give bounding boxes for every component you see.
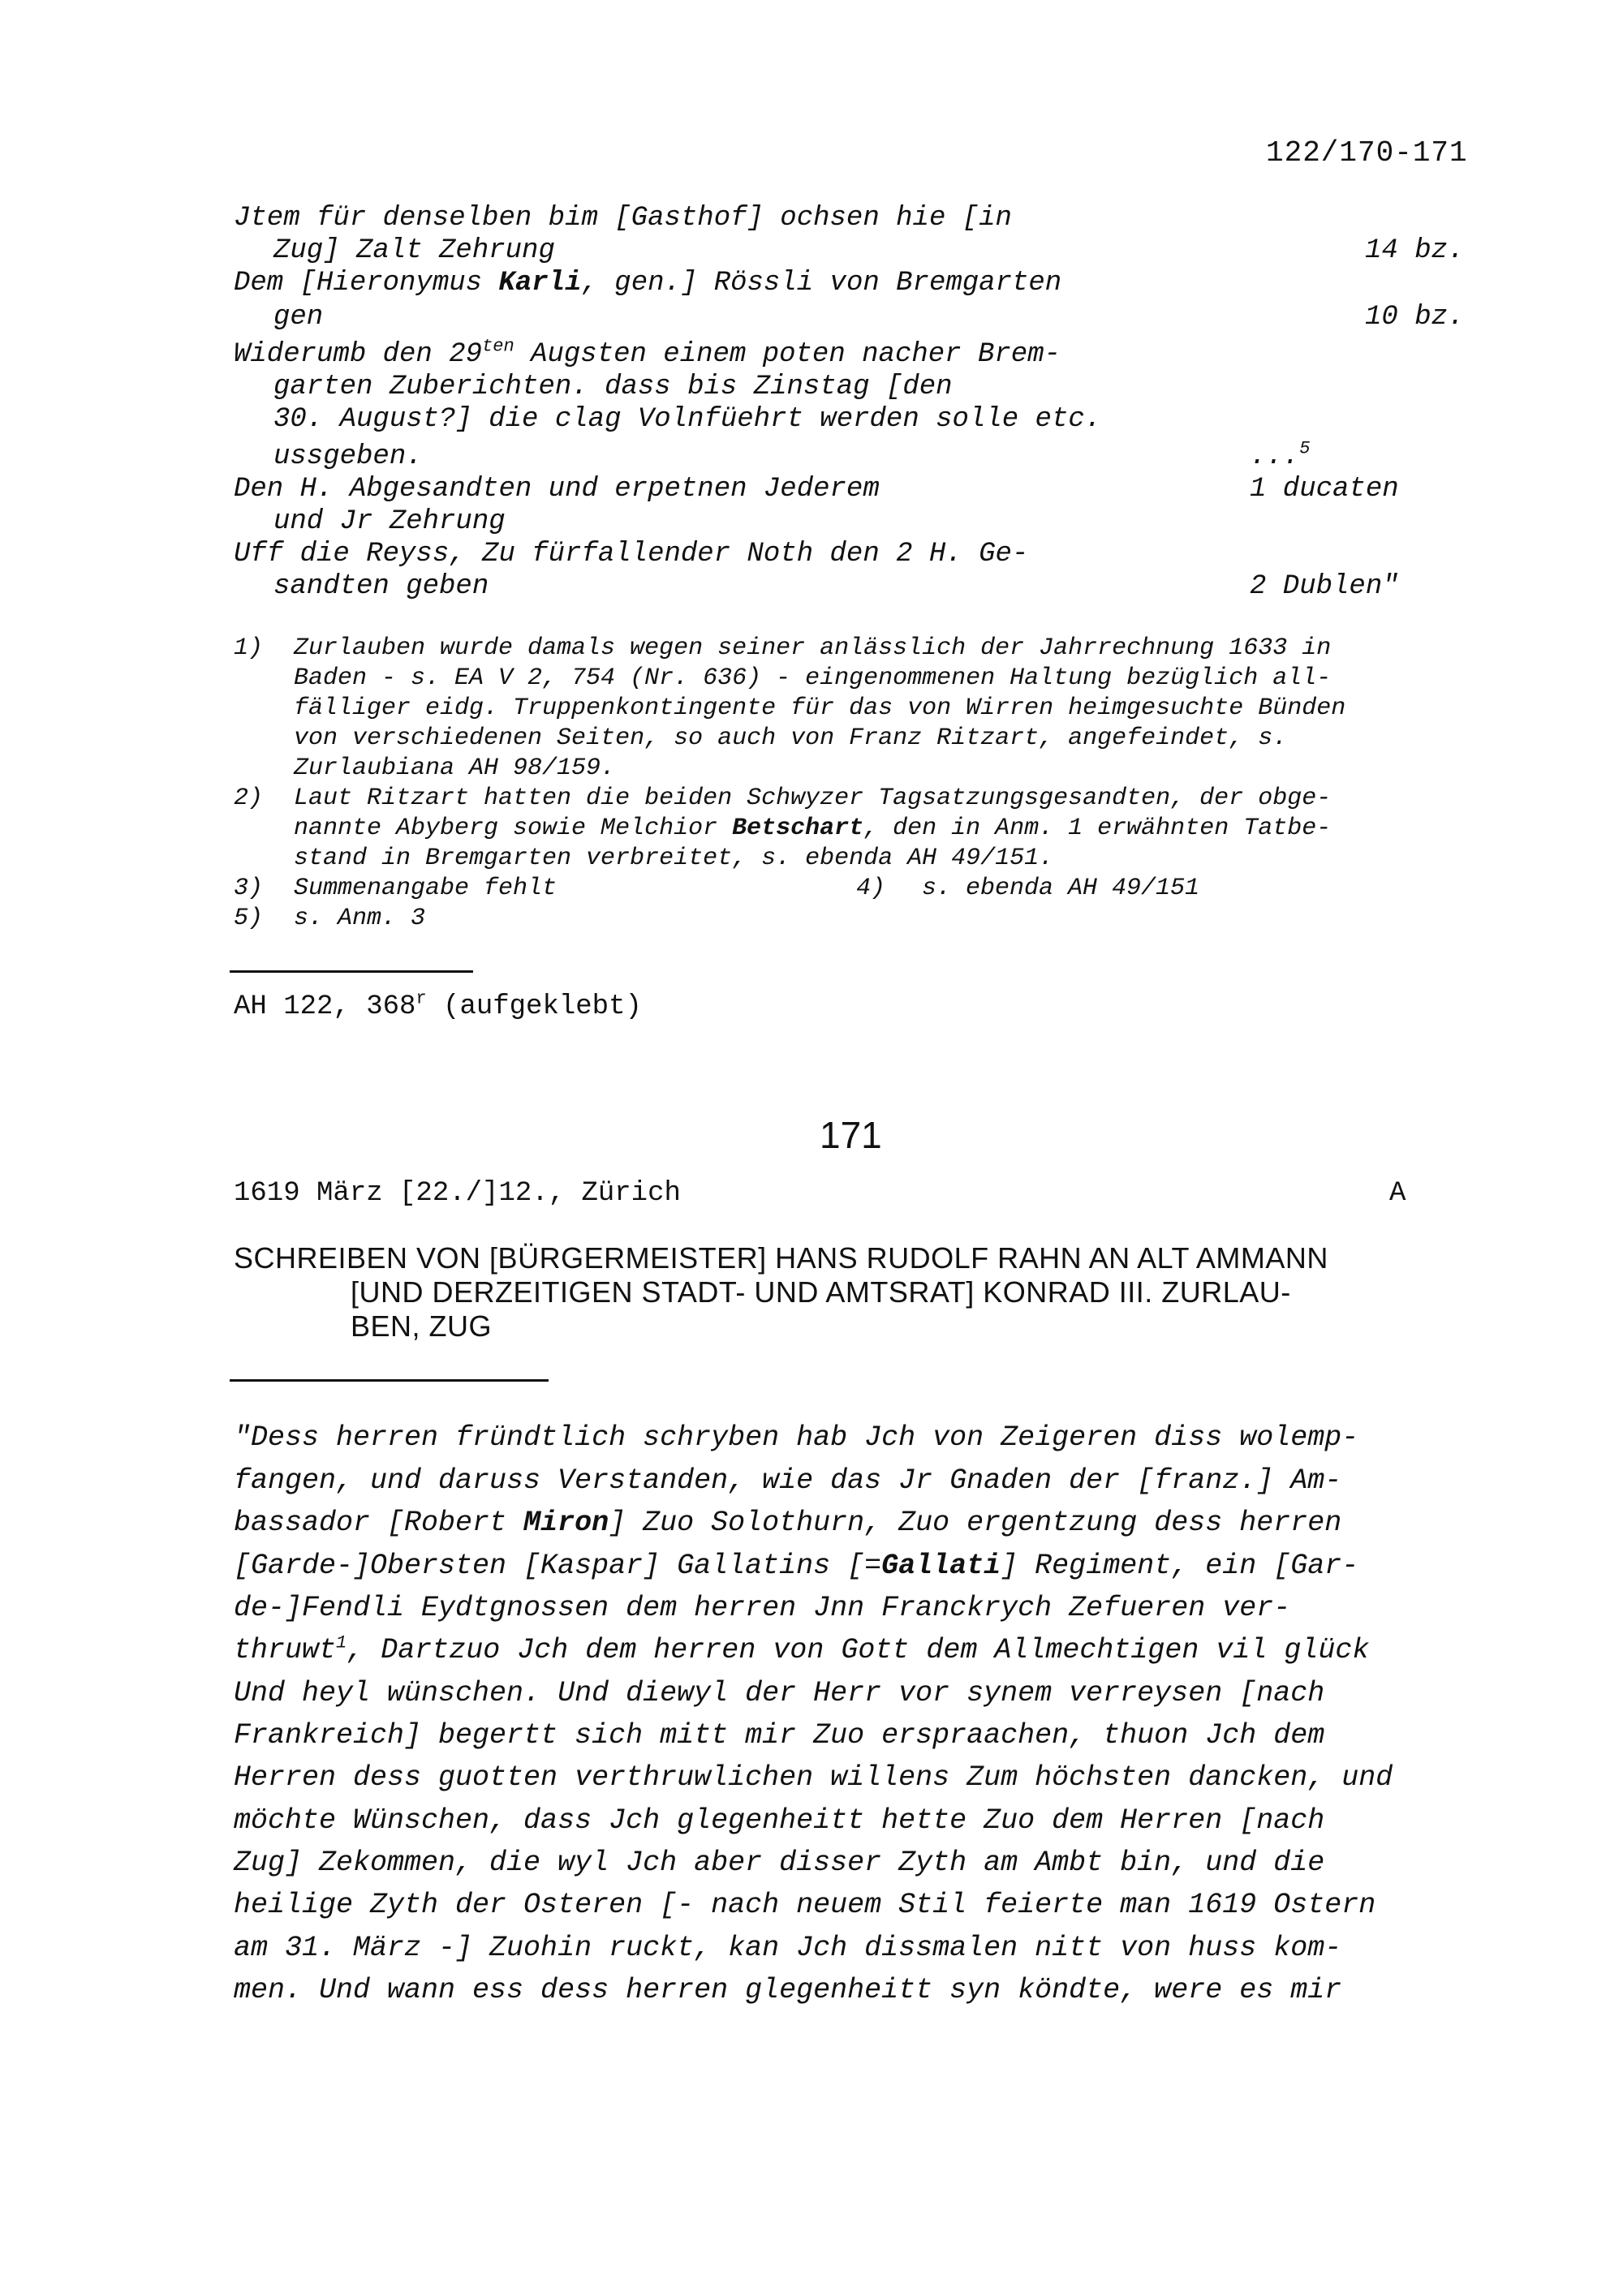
footnote-text: s. Anm. 3 <box>294 905 426 932</box>
footnote-number: 5) <box>234 905 264 932</box>
body-line: "Dess herren fründtlich schryben hab Jch von Zeigeren diss wolemp- <box>234 1421 1359 1454</box>
body-line: Und heyl wünschen. Und diewyl der Herr vor synem verreysen [nach <box>234 1677 1325 1709</box>
footnote-text: Baden - s. EA V 2, 754 (Nr. 636) - eingenommenen Haltung bezüglich all- <box>294 664 1332 692</box>
body-line: de-]Fendli Eydtgnossen dem herren Jnn Franckrych Zefueren ver- <box>234 1592 1291 1624</box>
source-reference: AH 122, 368$^r$ (aufgeklebt) <box>234 988 642 1022</box>
body-line: Herren dess guotten verthruwlichen willens Zum höchsten dancken, und <box>234 1761 1393 1794</box>
account-amount: ...$^5$ <box>1250 438 1311 472</box>
account-text: sandten geben <box>273 571 489 602</box>
footnote-number: 2) <box>234 785 264 812</box>
footnote-text: Zurlauben wurde damals wegen seiner anlässlich der Jahrrechnung 1633 in <box>294 634 1332 662</box>
footnote-number: 3) <box>234 875 264 902</box>
account-text: 30. August?] die clag Volnfüehrt werden solle etc. <box>273 404 1102 435</box>
body-line: bassador [Robert Miron] Zuo Solothurn, Zuo ergentzung dess herren <box>234 1507 1342 1539</box>
account-text: gen <box>273 302 324 333</box>
body-line: am 31. März -] Zuohin ruckt, kan Jch dissmalen nitt von huss kom- <box>234 1932 1342 1964</box>
footnote-number: 4) <box>856 875 886 902</box>
footnote-text: Zurlaubiana AH 98/159. <box>294 755 616 782</box>
body-line: men. Und wann ess dess herren glegenheitt syn köndte, were es mir <box>234 1974 1342 2006</box>
footnote-text: nannte Abyberg sowie Melchior Betschart, den in Anm. 1 erwähnten Tatbe- <box>294 815 1332 842</box>
account-text: Zug] Zalt Zehrung <box>273 235 555 266</box>
footnote-text: von verschiedenen Seiten, so auch von Franz Ritzart, angefeindet, s. <box>294 724 1288 752</box>
body-line: Frankreich] begertt sich mitt mir Zuo erspraachen, thuon Jch dem <box>234 1719 1325 1752</box>
page-reference: 122/170-171 <box>1266 136 1468 170</box>
account-text: Jtem für denselben bim [Gasthof] ochsen hie [in <box>234 203 1012 234</box>
document-date: 1619 März [22./]12., Zürich <box>234 1178 681 1209</box>
heading-line: BEN, ZUG <box>351 1309 493 1343</box>
account-text: Dem [Hieronymus Karli, gen.] Rössli von Bremgarten <box>234 268 1062 299</box>
footnote-text: Summenangabe fehlt <box>294 875 558 902</box>
section-divider <box>230 1379 549 1382</box>
account-amount: 1 ducaten <box>1250 474 1399 505</box>
footnote-text: fälliger eidg. Truppenkontingente für das von Wirren heimgesuchte Bünden <box>294 694 1346 722</box>
document-number: 171 <box>820 1114 882 1156</box>
footnote-number: 1) <box>234 634 264 662</box>
account-text: Widerumb den $29^{ten}$ Augsten einem poten nacher Brem- <box>234 336 1061 370</box>
heading-line: [UND DERZEITIGEN STADT- UND AMTSRAT] KONRAD III. ZURLAU- <box>351 1275 1291 1309</box>
footnote-text: s. ebenda AH 49/151 <box>922 875 1200 902</box>
footnote-text: Laut Ritzart hatten die beiden Schwyzer Tagsatzungsgesandten, der obge- <box>294 785 1332 812</box>
body-line: fangen, und daruss Verstanden, wie das Jr Gnaden der [franz.] Am- <box>234 1464 1342 1497</box>
body-line: thruwt$^1$, Dartzuo Jch dem herren von Gott dem Allmechtigen vil glück <box>234 1632 1370 1666</box>
footnote-text: stand in Bremgarten verbreitet, s. ebenda AH 49/151. <box>294 845 1054 872</box>
account-text: ussgeben. <box>273 441 423 472</box>
account-text: Uff die Reyss, Zu fürfallender Noth den 2 H. Ge- <box>234 539 1029 570</box>
account-amount: 2 Dublen" <box>1250 571 1399 602</box>
body-line: möchte Wünschen, dass Jch glegenheitt hette Zuo dem Herren [nach <box>234 1804 1325 1837</box>
account-amount: 10 bz. <box>1365 302 1465 333</box>
body-line: heilige Zyth der Osteren [- nach neuem Stil feierte man 1619 Ostern <box>234 1889 1376 1921</box>
heading-line: SCHREIBEN VON [BÜRGERMEISTER] HANS RUDOLF RAHN AN ALT AMMANN <box>234 1241 1328 1275</box>
document-classification: A <box>1389 1178 1406 1209</box>
body-line: [Garde-]Obersten [Kaspar] Gallatins [=Gallati] Regiment, ein [Gar- <box>234 1550 1359 1582</box>
account-text: und Jr Zehrung <box>273 506 506 537</box>
section-divider <box>230 970 473 973</box>
account-text: garten Zuberichten. dass bis Zinstag [den <box>273 372 953 402</box>
account-text: Den H. Abgesandten und erpetnen Jederem <box>234 474 880 505</box>
body-line: Zug] Zekommen, die wyl Jch aber disser Zyth am Ambt bin, und die <box>234 1847 1325 1879</box>
account-amount: 14 bz. <box>1365 235 1465 266</box>
